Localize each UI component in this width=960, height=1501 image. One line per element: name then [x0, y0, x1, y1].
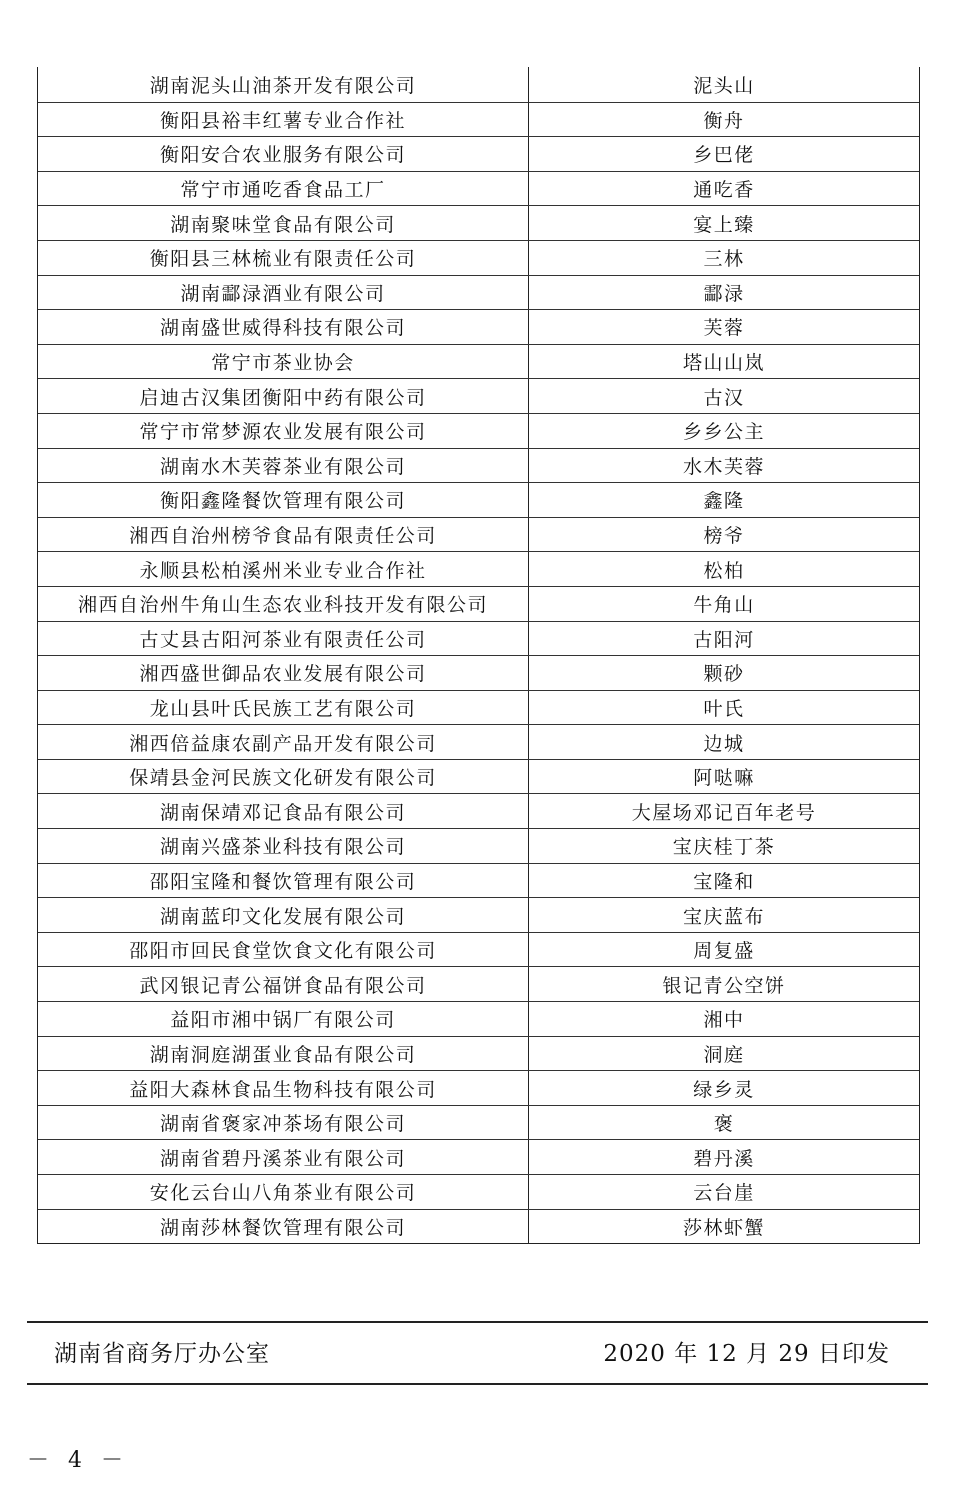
company-cell: 永顺县松柏溪州米业专业合作社	[38, 552, 529, 586]
brand-cell: 乡巴佬	[693, 144, 755, 167]
brand-cell: 衡舟	[703, 109, 745, 132]
table-row	[38, 67, 919, 102]
page-number: － 4 －	[27, 1448, 129, 1473]
company-cell: 邵阳市回民食堂饮食文化有限公司	[38, 933, 529, 967]
brand-table	[37, 67, 920, 1244]
brand-cell: 榜爷	[703, 525, 745, 548]
company-cell: 湘西自治州榜爷食品有限责任公司	[38, 518, 529, 552]
company-cell: 常宁市通吃香食品工厂	[38, 172, 529, 206]
brand-cell: 碧丹溪	[693, 1147, 755, 1170]
table-row	[38, 863, 919, 898]
table-row	[38, 551, 919, 586]
brand-cell: 阿哒嘛	[693, 767, 755, 790]
brand-cell: 鑫隆	[703, 490, 745, 513]
brand-cell: 牛角山	[693, 594, 755, 617]
table-row	[38, 828, 919, 863]
company-cell: 湘西自治州牛角山生态农业科技开发有限公司	[38, 587, 529, 621]
company-cell: 武冈银记青公福饼食品有限公司	[38, 967, 529, 1001]
brand-cell: 宝庆桂丁茶	[672, 836, 776, 859]
issue-date: 2020 年 12 月 29 日印发	[603, 1341, 890, 1367]
brand-cell: 周复盛	[693, 940, 755, 963]
company-cell: 衡阳安合农业服务有限公司	[38, 137, 529, 171]
company-cell: 益阳大森林食品生物科技有限公司	[38, 1071, 529, 1105]
company-cell: 衡阳县三林梳业有限责任公司	[38, 241, 529, 275]
table-row	[38, 482, 919, 517]
table-row	[38, 1070, 919, 1105]
table-row	[38, 724, 919, 759]
company-cell: 益阳市湘中锅厂有限公司	[38, 1002, 529, 1036]
table-row	[38, 1174, 919, 1209]
company-cell: 龙山县叶氏民族工艺有限公司	[38, 691, 529, 725]
table-row	[38, 759, 919, 794]
table-row	[38, 136, 919, 171]
table-row	[38, 1139, 919, 1174]
company-cell: 衡阳鑫隆餐饮管理有限公司	[38, 483, 529, 517]
company-cell: 湖南聚味堂食品有限公司	[38, 206, 529, 240]
table-row	[38, 897, 919, 932]
company-cell: 保靖县金河民族文化研发有限公司	[38, 760, 529, 794]
issuance-footer	[27, 1321, 928, 1385]
table-row	[38, 102, 919, 137]
brand-cell: 三林	[703, 248, 745, 271]
brand-cell: 古汉	[703, 386, 745, 409]
brand-cell: 洞庭	[703, 1043, 745, 1066]
table-row	[38, 448, 919, 483]
brand-cell: 颗砂	[703, 663, 745, 686]
brand-cell: 银记青公空饼	[662, 974, 786, 997]
company-cell: 湖南蓝印文化发展有限公司	[38, 898, 529, 932]
table-row	[38, 413, 919, 448]
table-row	[38, 586, 919, 621]
table-row	[38, 1036, 919, 1071]
issuer: 湖南省商务厅办公室	[54, 1341, 270, 1367]
table-row	[38, 655, 919, 690]
company-cell: 湘西倍益康农副产品开发有限公司	[38, 725, 529, 759]
table-row	[38, 171, 919, 206]
company-cell: 湖南省褒家冲茶场有限公司	[38, 1106, 529, 1140]
table-row	[38, 690, 919, 725]
brand-cell: 酃渌	[703, 282, 745, 305]
company-cell: 湖南兴盛茶业科技有限公司	[38, 829, 529, 863]
table-row	[38, 517, 919, 552]
brand-cell: 古阳河	[693, 628, 755, 651]
company-cell: 启迪古汉集团衡阳中药有限公司	[38, 379, 529, 413]
company-cell: 安化云台山八角茶业有限公司	[38, 1175, 529, 1209]
company-cell: 湖南保靖邓记食品有限公司	[38, 794, 529, 828]
brand-cell: 塔山山岚	[682, 352, 765, 375]
company-cell: 湖南盛世威得科技有限公司	[38, 310, 529, 344]
company-cell: 湖南洞庭湖蛋业食品有限公司	[38, 1037, 529, 1071]
table-row	[38, 309, 919, 344]
company-cell: 湖南水木芙蓉茶业有限公司	[38, 449, 529, 483]
brand-cell: 泥头山	[693, 74, 755, 97]
table-row	[38, 205, 919, 240]
brand-cell: 大屋场邓记百年老号	[631, 801, 817, 824]
brand-cell: 绿乡灵	[693, 1078, 755, 1101]
table-row	[38, 793, 919, 828]
table-row	[38, 344, 919, 379]
table-row	[38, 1209, 919, 1244]
company-cell: 常宁市茶业协会	[38, 345, 529, 379]
company-cell: 湖南莎林餐饮管理有限公司	[38, 1210, 529, 1244]
table-row	[38, 378, 919, 413]
company-cell: 湖南酃渌酒业有限公司	[38, 276, 529, 310]
company-cell: 常宁市常梦源农业发展有限公司	[38, 414, 529, 448]
company-cell: 邵阳宝隆和餐饮管理有限公司	[38, 864, 529, 898]
company-cell: 衡阳县裕丰红薯专业合作社	[38, 103, 529, 137]
brand-cell: 水木芙蓉	[682, 455, 765, 478]
brand-cell: 褒	[713, 1113, 735, 1136]
brand-cell: 云台崖	[693, 1182, 755, 1205]
table-row	[38, 966, 919, 1001]
brand-cell: 叶氏	[703, 697, 745, 720]
brand-cell: 乡乡公主	[682, 421, 765, 444]
company-cell: 古丈县古阳河茶业有限责任公司	[38, 622, 529, 656]
brand-cell: 通吃香	[693, 179, 755, 202]
company-cell: 湖南省碧丹溪茶业有限公司	[38, 1140, 529, 1174]
company-cell: 湘西盛世御品农业发展有限公司	[38, 656, 529, 690]
table-row	[38, 240, 919, 275]
brand-cell: 松柏	[703, 559, 745, 582]
brand-cell: 宴上臻	[693, 213, 755, 236]
table-row	[38, 275, 919, 310]
brand-cell: 宝隆和	[693, 870, 755, 893]
brand-cell: 湘中	[703, 1009, 745, 1032]
brand-cell: 宝庆蓝布	[682, 905, 765, 928]
table-row	[38, 1001, 919, 1036]
table-row	[38, 1105, 919, 1140]
table-row	[38, 932, 919, 967]
brand-cell: 莎林虾蟹	[682, 1216, 765, 1239]
table-row	[38, 621, 919, 656]
brand-cell: 芙蓉	[703, 317, 745, 340]
brand-cell: 边城	[703, 732, 745, 755]
company-cell: 湖南泥头山油茶开发有限公司	[38, 67, 529, 102]
